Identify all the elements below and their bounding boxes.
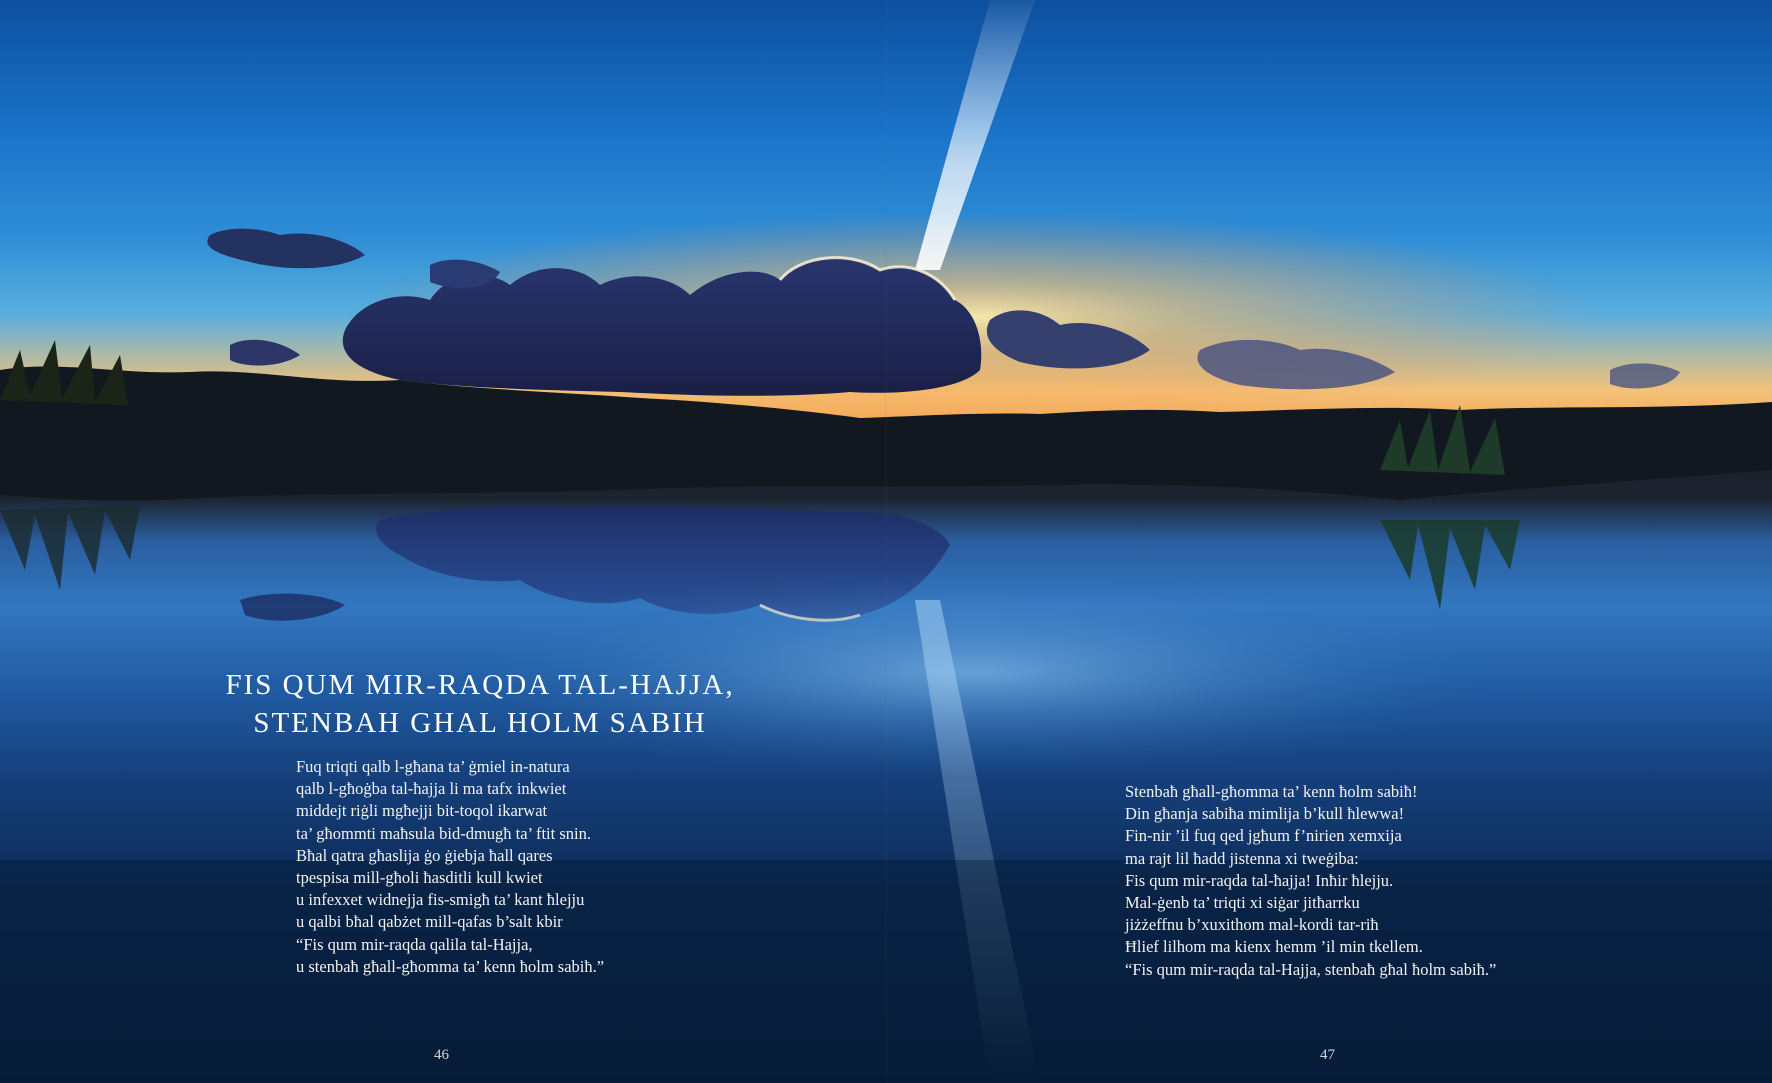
poem-title-line-1: FIS QUM MIR-RAQDA TAL-HAJJA, bbox=[225, 669, 735, 701]
verse-line: Bħal qatra għaslija ġo ġiebja ħall qares bbox=[296, 845, 553, 865]
verse-line: middejt riġli mgħejji bit-toqol ikarwat bbox=[296, 801, 548, 821]
verse-line: jiżżeffnu b’xuxithom mal-kordi tar-riħ bbox=[1125, 915, 1379, 935]
verse-line: ta’ għommti maħsula bid-dmugħ ta’ ftit snin. bbox=[296, 823, 591, 843]
poem-title-line-2: STENBAH GHAL HOLM SABIH bbox=[253, 707, 707, 739]
verse-line: u qalbi bħal qabżet mill-qafas b’salt kbir bbox=[296, 912, 563, 932]
poem-title bbox=[200, 666, 760, 742]
verse-line: Mal-ġenb ta’ triqti xi siġar jitħarrku bbox=[1125, 893, 1360, 913]
poem-stanza-left bbox=[296, 756, 604, 978]
verse-line: Fin-nir ’il fuq qed jgħum f’nirien xemxija bbox=[1125, 826, 1402, 846]
verse-line: tpespisa mill-għoli ħasditli kull kwiet bbox=[296, 868, 543, 888]
verse-line: “Fis qum mir-raqda qalila tal-Hajja, bbox=[296, 934, 533, 954]
poem-stanza-right bbox=[1125, 781, 1496, 981]
verse-line: Fis qum mir-raqda tal-ħajja! Inħir ħlejju. bbox=[1125, 870, 1394, 890]
verse-line: Ħlief lilhom ma kienx hemm ’il min tkellem. bbox=[1125, 937, 1423, 957]
verse-line: Din għanja sabiħa mimlija b’kull ħlewwa! bbox=[1125, 804, 1405, 824]
verse-line: Stenbaħ għall-għomma ta’ kenn ħolm sabiħ! bbox=[1125, 782, 1418, 801]
verse-line: qalb l-għoġba tal-ħajja li ma tafx inkwiet bbox=[296, 779, 567, 799]
book-gutter bbox=[885, 0, 887, 1083]
verse-line: u infexxet widnejja fis-smigħ ta’ kant ħlejju bbox=[296, 890, 585, 910]
page-number-right: 47 bbox=[1320, 1047, 1335, 1063]
page-number-left: 46 bbox=[434, 1047, 449, 1063]
verse-line: ma rajt lil ħadd jistenna xi tweġiba: bbox=[1125, 848, 1359, 868]
verse-line: “Fis qum mir-raqda tal-Hajja, stenbaħ għal ħolm sabiħ.” bbox=[1125, 959, 1497, 979]
verse-line: Fuq triqti qalb l-għana ta’ ġmiel in-natura bbox=[296, 757, 570, 776]
verse-line: u stenbaħ għall-għomma ta’ kenn ħolm sabiħ.” bbox=[296, 956, 605, 976]
